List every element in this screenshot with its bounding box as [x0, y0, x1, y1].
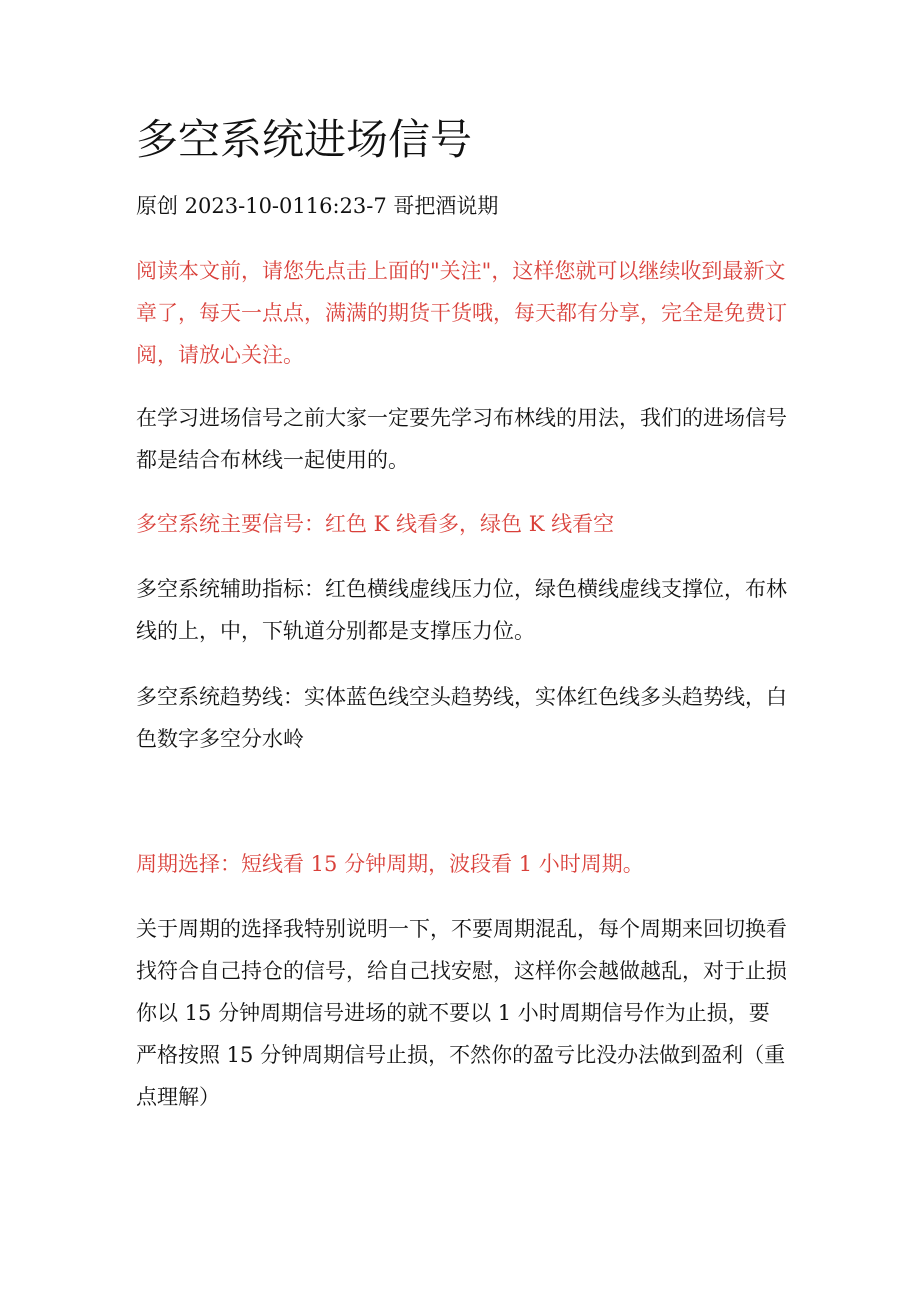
bollinger-note-paragraph: 在学习进场信号之前大家一定要先学习布林线的用法，我们的进场信号都是结合布林线一起使用的。: [136, 406, 787, 472]
period-choice-paragraph: 周期选择：短线看 15 分钟周期，波段看 1 小时周期。: [136, 852, 644, 876]
aux-indicator-paragraph: 多空系统辅助指标：红色横线虚线压力位，绿色横线虚线支撑位，布林线的上，中，下轨道分别都是支撑压力位。: [136, 577, 787, 643]
article-meta: 原创 2023-10-0116:23-7 哥把酒说期: [136, 194, 499, 218]
main-signal-paragraph: 多空系统主要信号：红色 K 线看多，绿色 K 线看空: [136, 512, 615, 536]
trend-line-paragraph: 多空系统趋势线：实体蓝色线空头趋势线，实体红色线多头趋势线，白色数字多空分水岭: [136, 685, 787, 751]
article-title: 多空系统进场信号: [136, 115, 473, 164]
period-explain-paragraph: 关于周期的选择我特别说明一下，不要周期混乱，每个周期来回切换看找符合自己持仓的信号，给自己找安慰，这样你会越做越乱，对于止损你以 15 分钟周期信号进场的就不要以 1 小时周期信号作为止损，要严格按照 15 分钟周期信号止损，不然你的盈亏比没办法做到盈利（重点理解）: [136, 917, 787, 1109]
intro-notice-paragraph: 阅读本文前，请您先点击上面的"关注"，这样您就可以继续收到最新文章了，每天一点点，满满的期货干货哦，每天都有分享，完全是免费订阅，请放心关注。: [136, 259, 787, 367]
